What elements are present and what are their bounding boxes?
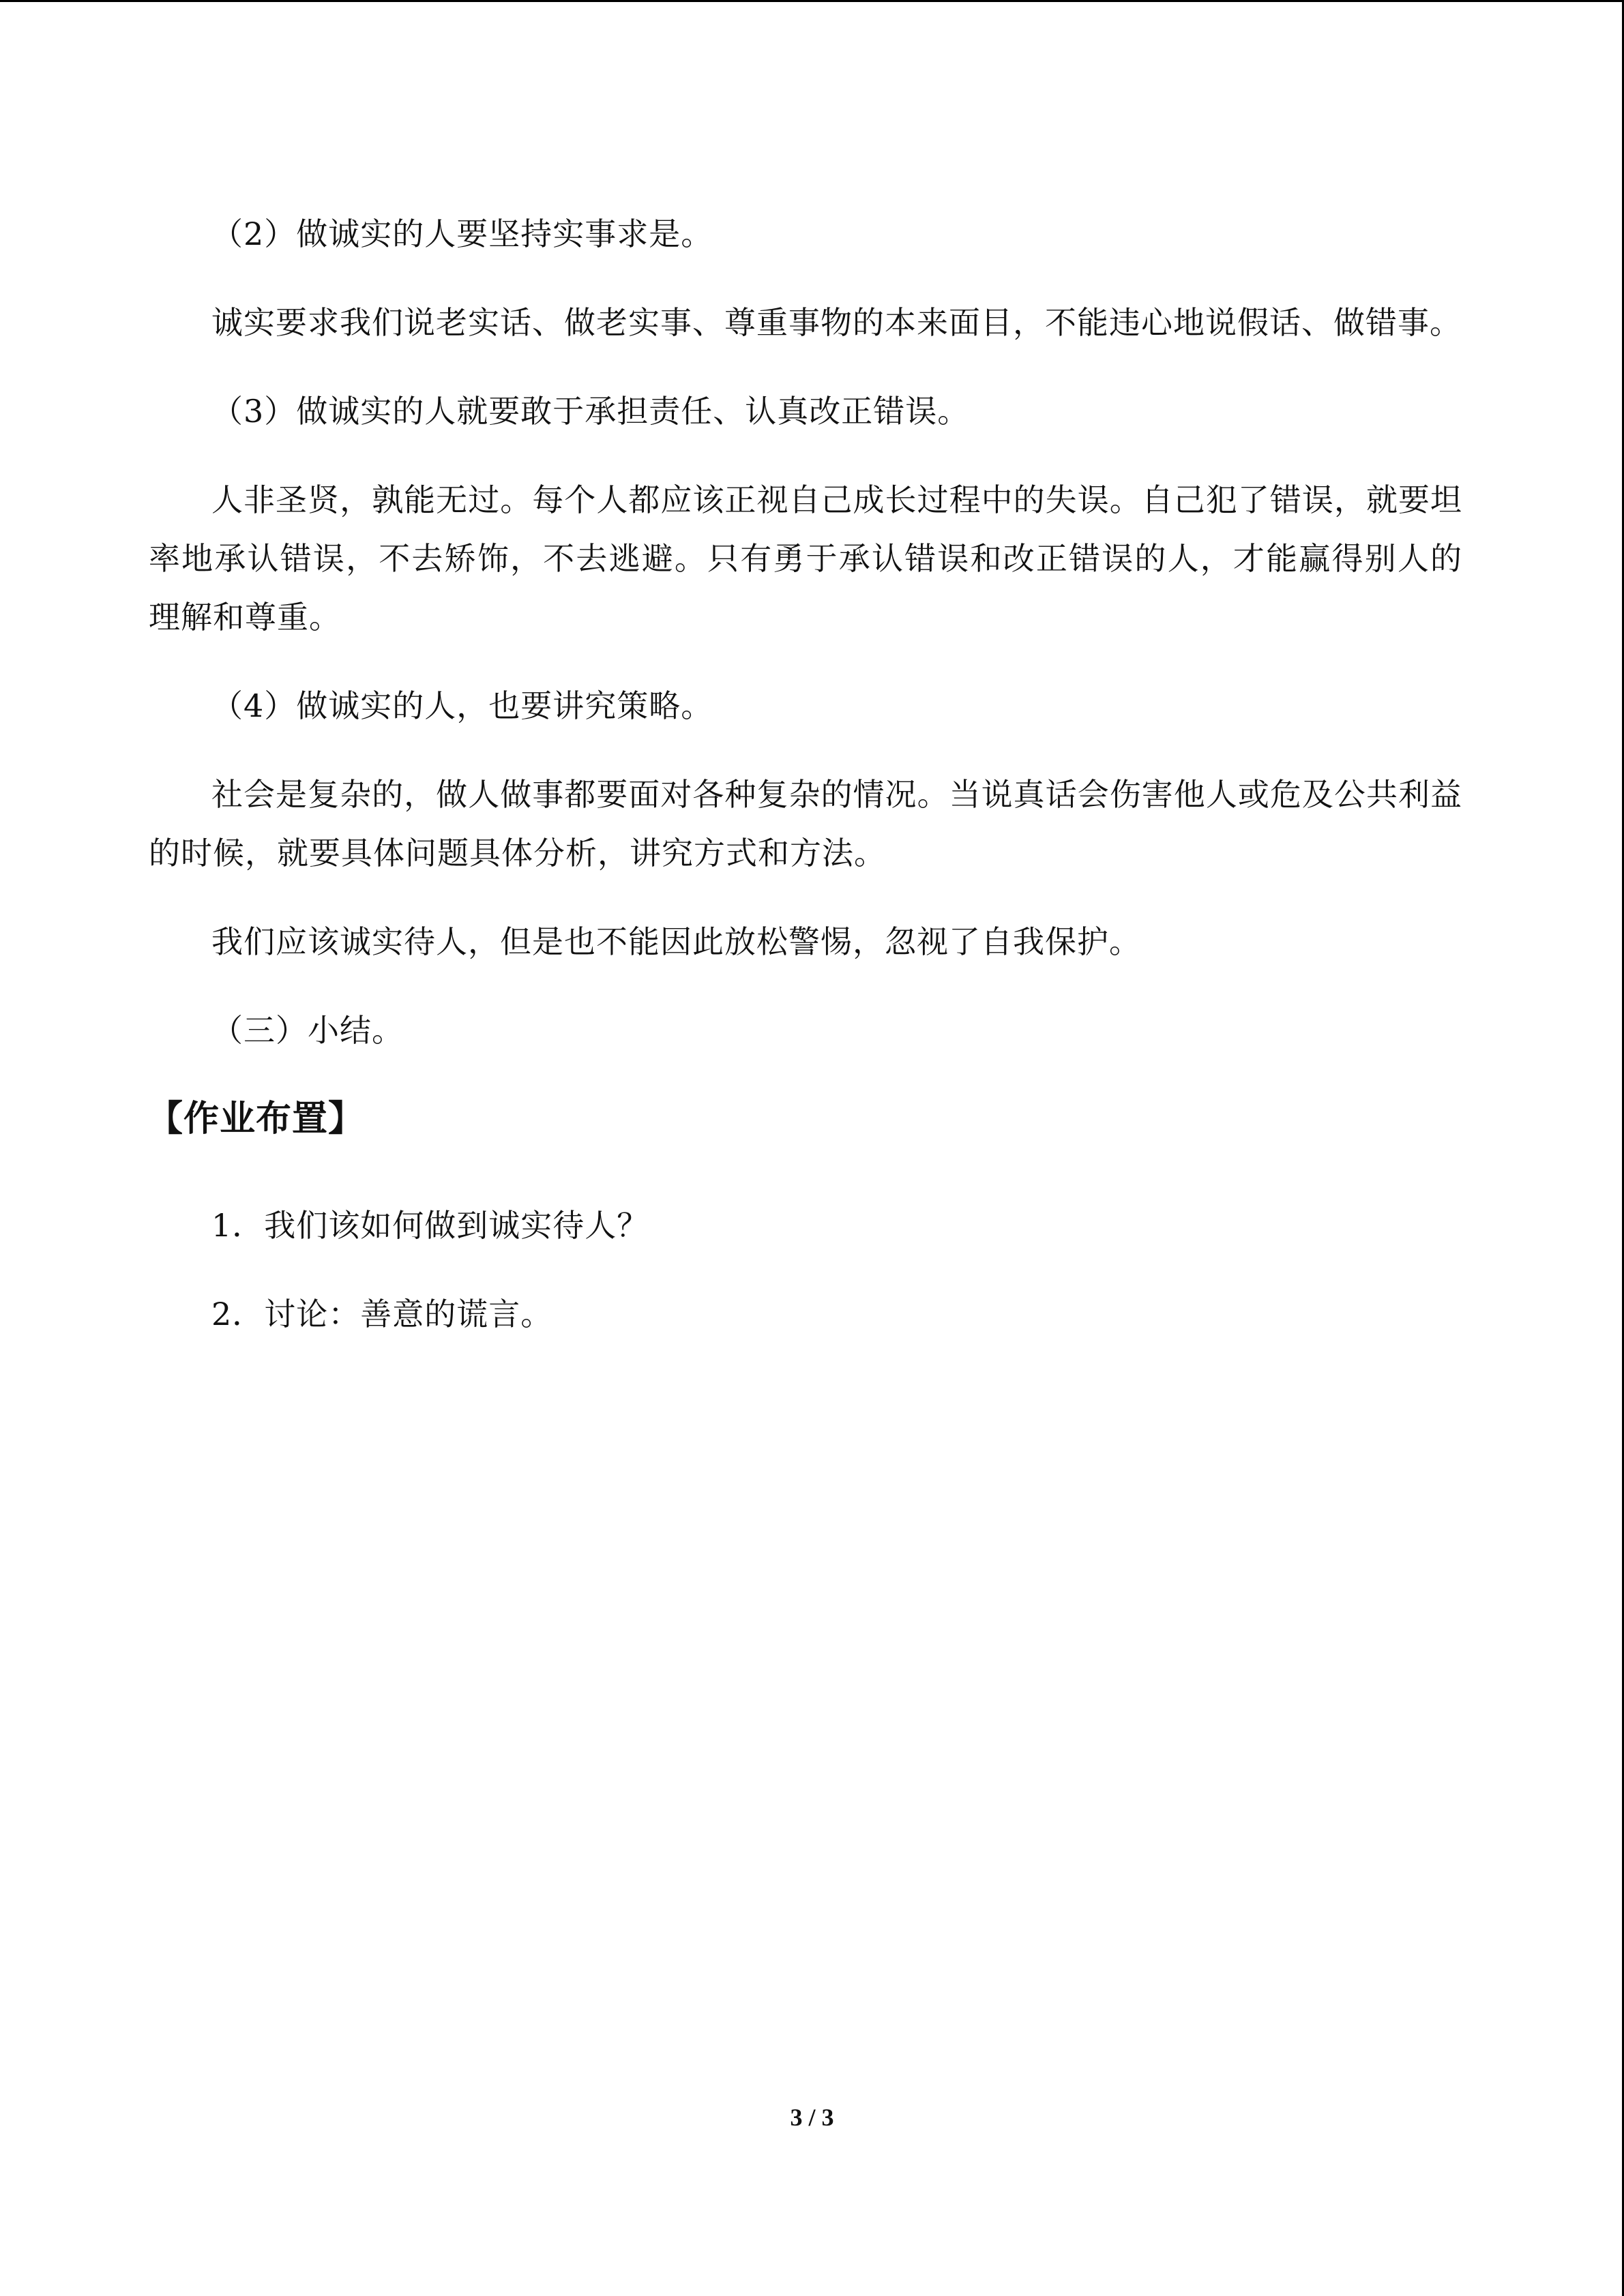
- homework-item-2: 2．讨论：善意的谎言。: [211, 1296, 553, 1332]
- paragraph-point-4-body: 社会是复杂的，做人做事都要面对各种复杂的情况。当说真话会伤害他人或危及公共利益的时候，就要具体问题具体分析，讲究方式和方法。: [149, 776, 1462, 871]
- page-number: 3 / 3: [790, 2104, 834, 2131]
- homework-heading: 【作业布置】: [147, 1099, 365, 1139]
- paragraph-point-4-note: 我们应该诚实待人，但是也不能因此放松警惕，忽视了自我保护。: [211, 923, 1141, 960]
- homework-item-1: 1．我们该如何做到诚实待人？: [211, 1207, 649, 1244]
- paragraph-point-2-title: （2）做诚实的人要坚持实事求是。: [211, 215, 713, 252]
- paragraph-point-3-title: （3）做诚实的人就要敢于承担责任、认真改正错误。: [211, 393, 970, 430]
- top-border-line: [0, 0, 1624, 2]
- paragraph-summary: （三）小结。: [211, 1012, 404, 1049]
- paragraph-point-3-body: 人非圣贤，孰能无过。每个人都应该正视自己成长过程中的失误。自己犯了错误，就要坦率地承认错误，不去矫饰，不去逃避。只有勇于承认错误和改正错误的人，才能赢得别人的理解和尊重。: [149, 481, 1462, 636]
- document-page: [149, 205, 1462, 1373]
- paragraph-point-4-title: （4）做诚实的人，也要讲究策略。: [211, 687, 713, 724]
- paragraph-point-2-body: 诚实要求我们说老实话、做老实事、尊重事物的本来面目，不能违心地说假话、做错事。: [211, 304, 1462, 341]
